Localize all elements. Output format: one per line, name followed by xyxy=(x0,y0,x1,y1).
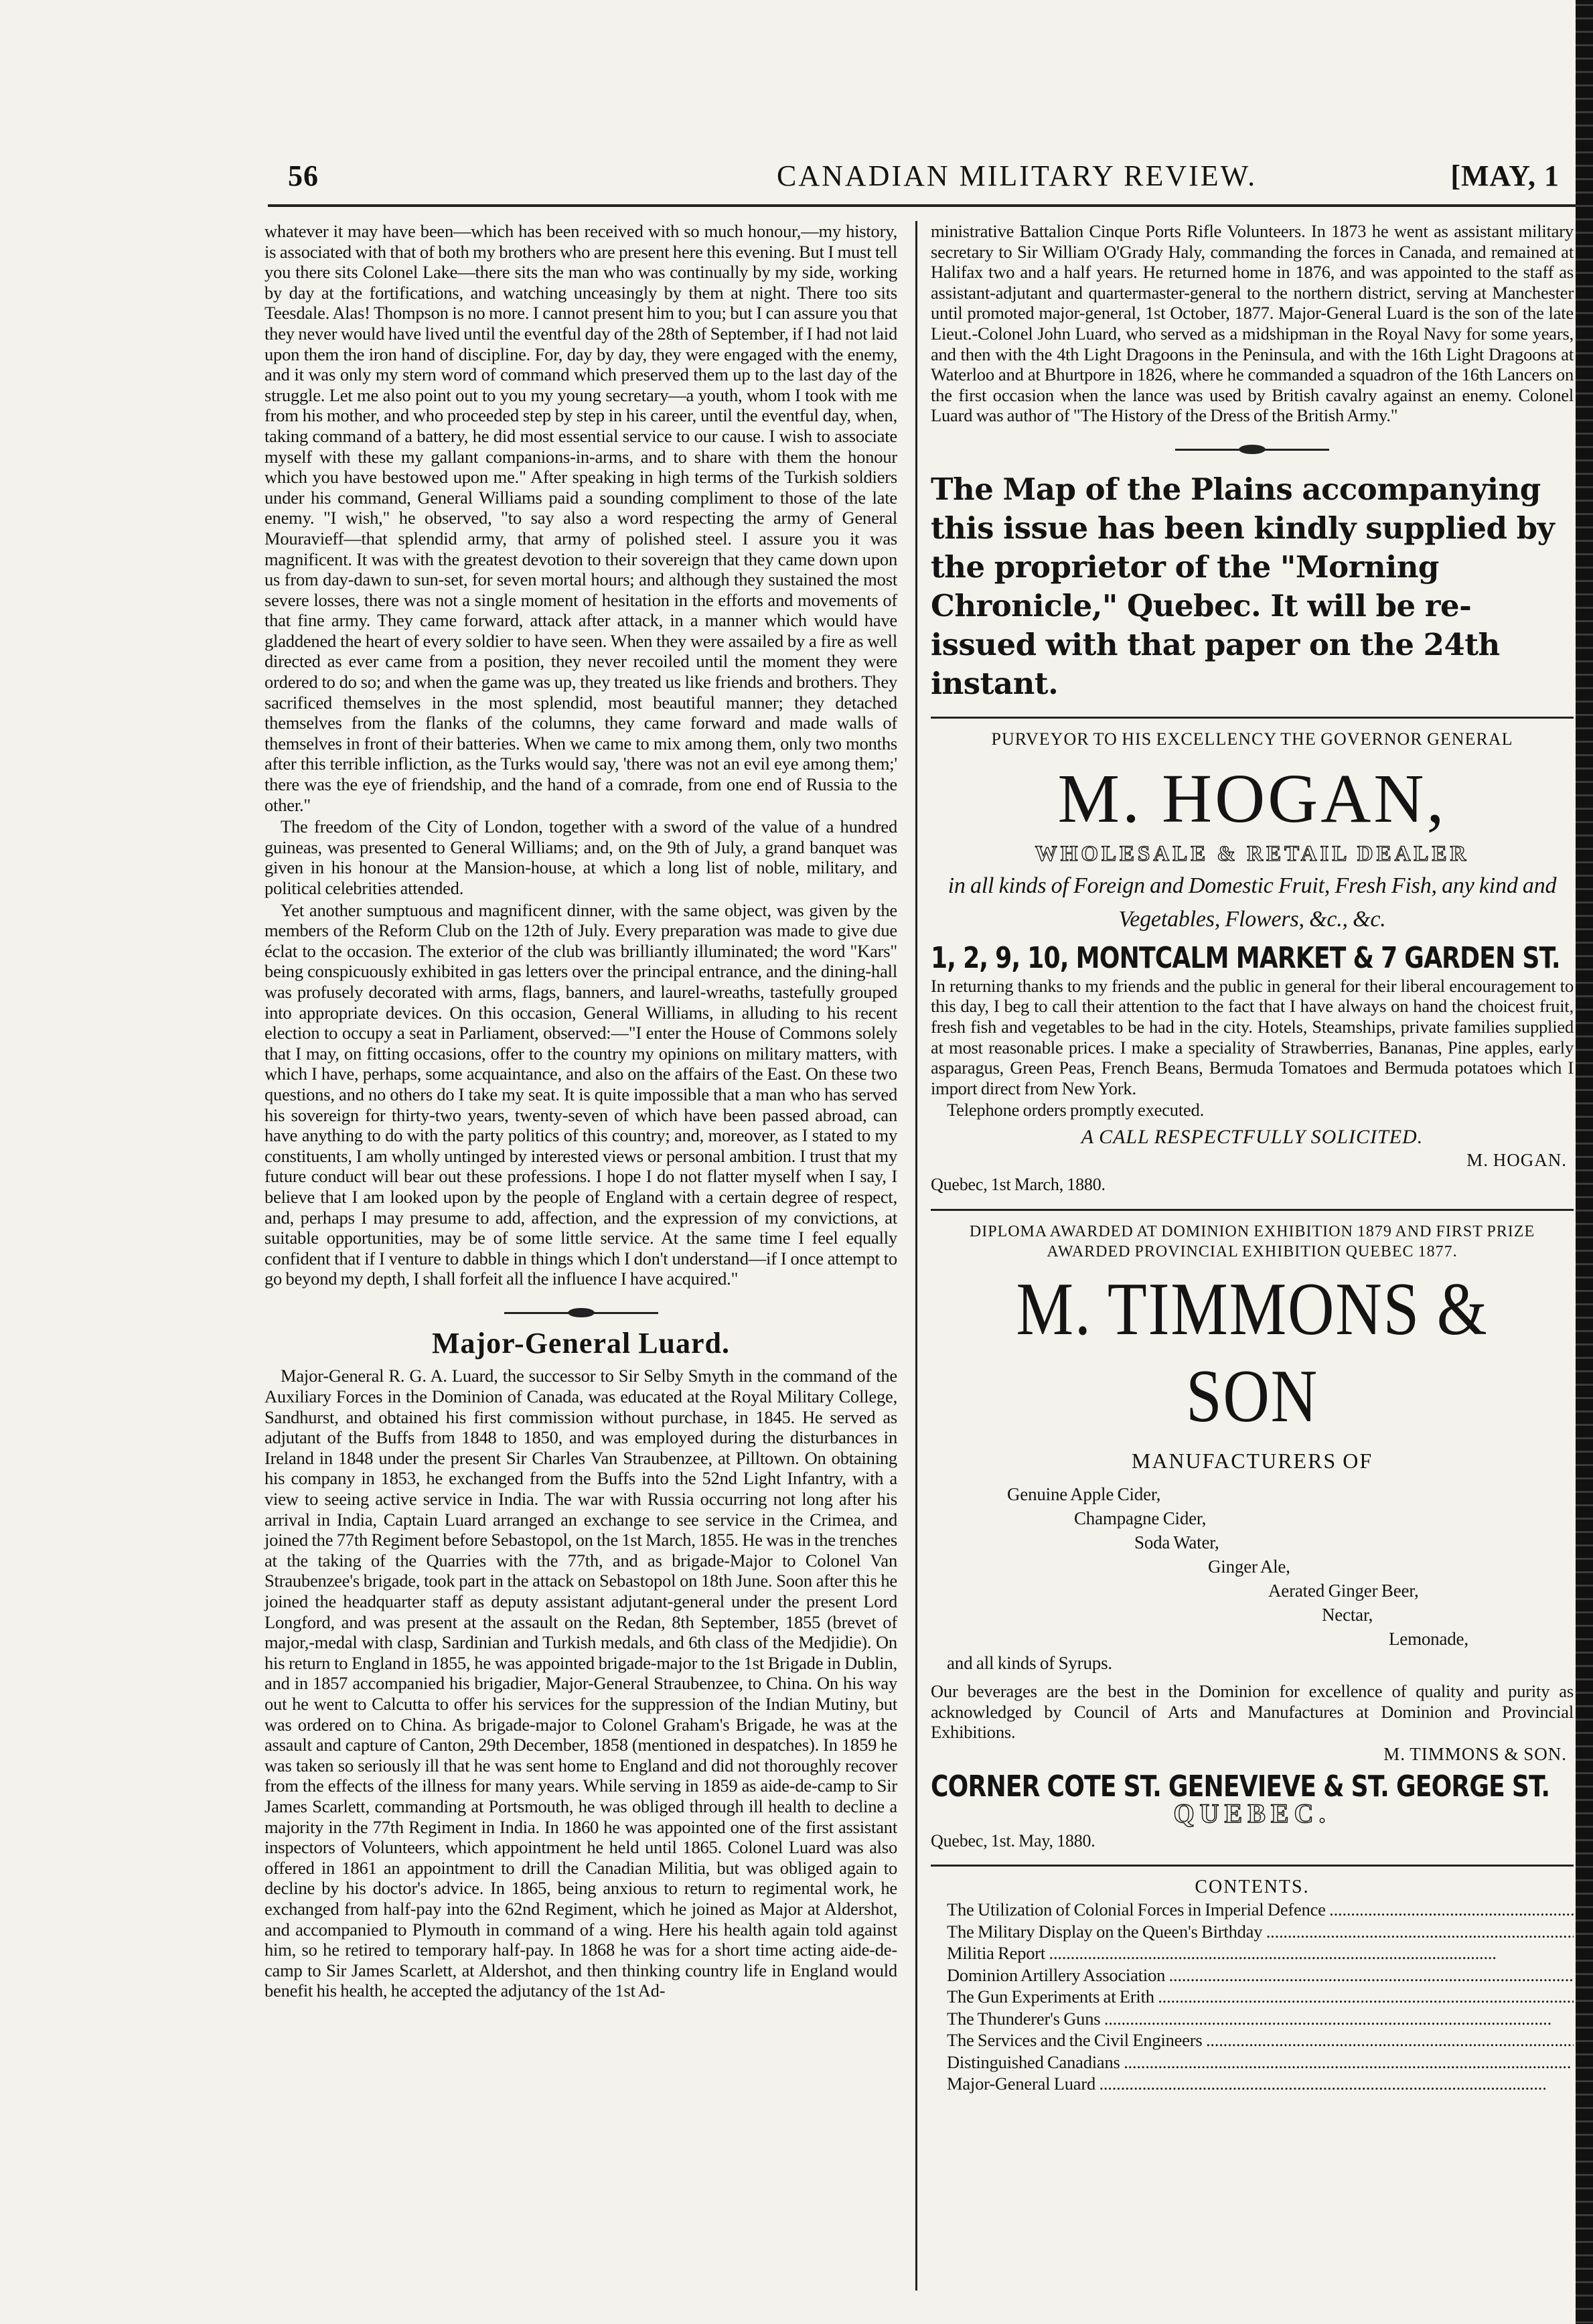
timmons-name: M. TIMMONS & SON xyxy=(1016,1267,1489,1438)
article-paragraph: whatever it may have been—which has been received with so much honour,—my history, is associated with that of both my brothers who are present here this evening. But I must tell you there sits Colonel Lake—there sits the man who was continually by my side, working by day at the fortifications, and watching unceasingly by them at night. There too sits Teesdale. Alas! Thompson is no more. I cannot present him to you; but I can assure you that they never would have lived until the eventful day of the 28th of September, if I had not laid upon them the iron hand of discipline. For, day by day, they were engaged with the enemy, and it was only my stern word of command which preserved them up to the last day of the struggle. Let me also point out to you my young secretary—a youth, whom I took with me from his mother, and who proceeded step by step in his career, until the eventful day, when, taking command of a battery, he did most essential service to our cause. I wish to associate myself with these my gallant companions-in-arms, and to share with them the honour which you have bestowed upon me." After speaking in high terms of the Turkish soldiers under his command, General Williams paid a sounding compliment to those of the late enemy. "I wish," he observed, "to say also a word respecting the army of General Mouravieff—that splendid army, that army of polished steel. I assure you it was magnificent. It was with the greatest devotion to their sovereign that they came down upon us from day-dawn to sun-set, for seven mortal hours; and although they sustained the most severe losses, there was not a single moment of hesitation in the efforts and movements of that fine army. They came forward, attack after attack, in a manner which would have gladdened the heart of every soldier to have seen. When they were assailed by a fire as well directed as ever came from a position, they never recoiled until the moment they were ordered to do so; and when the game was up, they treated us like friends and brothers. They sacrificed themselves in the most splendid, most beautiful manner; they detached themselves from the flanks of the columns, they came forward and made walls of themselves in front of their batteries. When we came to mix among them, only two months after this terrible infliction, as the Turks would say, 'there was not an evil eye among them;' there was the eye of friendship, and the hand of a comrade, from one end of Russia to the other." xyxy=(264,221,897,815)
contents-item: The Thunderer's Guns ..... xyxy=(931,2009,1574,2029)
page-number: 56 xyxy=(288,159,319,192)
timmons-date: Quebec, 1st. May, 1880. xyxy=(931,1830,1095,1850)
hogan-body: In returning thanks to my friends and the public in general for their liberal encouragement to this day, I beg to call their attention to the fact that I have always on hand the choicest fruit, fresh fish and vegetables to be had in the city. Hotels, Steamships, private families supplied at most reasonable prices. I make a speciality of Strawberries, Bananas, Pine apples, early asparagus, Green Peas, French Beans, Bermuda Tomatoes and Bermuda potatoes which I import direct from New York. xyxy=(931,975,1574,1098)
contents-item: The Services and the Civil Engineers ..... xyxy=(931,2030,1574,2051)
product-item: and all kinds of Syrups. xyxy=(947,1653,1112,1674)
column-divider xyxy=(915,221,917,2291)
ad-rule xyxy=(931,1209,1574,1211)
contents-item: Distinguished Canadians ..... xyxy=(931,2052,1574,2073)
product-item: Ginger Ale, xyxy=(1208,1556,1290,1577)
hogan-date: Quebec, 1st March, 1880. xyxy=(931,1175,1106,1195)
timmons-body: Our beverages are the best in the Dominion for excellence of quality and purity as acknowledged by Council of Arts and Manufactures at Dominion and Provincial Exhibitions. xyxy=(931,1681,1574,1743)
timmons-award: DIPLOMA AWARDED AT DOMINION EXHIBITION 1879 AND FIRST PRIZE AWARDED PROVINCIAL EXHIBITION QUEBEC 1877. xyxy=(969,1222,1535,1260)
header-rule xyxy=(268,204,1577,207)
product-item: Nectar, xyxy=(1322,1605,1373,1625)
binding-edge xyxy=(1576,0,1593,2324)
timmons-address: CORNER COTE ST. GENEVIEVE & ST. GEORGE ST. xyxy=(931,1769,1550,1804)
product-item: Soda Water, xyxy=(1134,1532,1219,1553)
hogan-signature: M. HOGAN. xyxy=(1466,1150,1567,1171)
timmons-signature: M. TIMMONS & SON. xyxy=(1383,1744,1567,1765)
article-paragraph: Yet another sumptuous and magnificent dinner, with the same object, was given by the members of the Reform Club on the 12th of July. Every preparation was made to give due éclat to the occasion. The exterior of the club was brilliantly illuminated; the word "Kars" being conspicuously exhibited in gas letters over the principal entrance, and the dining-hall was profusely decorated with arms, flags, banners, and laurel-wreaths, tastefully grouped into appropriate devices. On this occasion, General Williams, in alluding to his recent election to occupy a seat in Parliament, observed:—"I enter the House of Commons solely that I may, on fitting occasions, offer to the country my opinions on military matters, with which I have, perhaps, some acquaintance, and also on the affairs of the East. On these two questions, and no others do I take my seat. It is quite impossible that a man who has served his sovereign for thirty-two years, twenty-seven of which have been passed abroad, can have anything to do with the party politics of this country; and, moreover, as I stated to my constituents, I am wholly untinged by interested views or personal ambition. I trust that my future conduct will bear out these professions. I hope I do not flatter myself when I say, I believe that I am looked upon by the people of England with a certain degree of respect, and, perhaps I may presume to add, affection, and the expression of my convictions, at suitable opportunities, may be of some little service. At the same time I feel equally confident that if I venture to dabble in things which I don't understand—if I once attempt to go beyond my depth, I shall forfeit all the influence I have acquired." xyxy=(264,899,897,1289)
contents-item: Dominion Artillery Association ..... xyxy=(931,1965,1574,1986)
hogan-telephone: Telephone orders promptly executed. xyxy=(947,1100,1205,1120)
hogan-name: M. HOGAN, xyxy=(1057,759,1447,837)
issue-date: [MAY, 1 xyxy=(1450,159,1560,192)
left-column xyxy=(264,221,897,2003)
product-item: Aerated Ginger Beer, xyxy=(1268,1581,1419,1601)
ad-rule xyxy=(931,717,1574,719)
page-header xyxy=(281,151,1573,198)
product-item: Lemonade, xyxy=(1389,1629,1468,1650)
right-column xyxy=(931,221,1574,2096)
ad-rule xyxy=(931,1865,1574,1867)
running-title: CANADIAN MILITARY REVIEW. xyxy=(777,159,1258,192)
article-continuation: ministrative Battalion Cinque Ports Rifle Volunteers. In 1873 he went as assistant military secretary to Sir William O'Grady Haly, commanding the forces in Canada, and remained at Halifax two and a half years. He returned home in 1876, and was appointed to the staff as assistant-adjutant and quartermaster-general to the northern district, serving at Manchester until promoted major-general, 1st October, 1877. Major-General Luard is the son of the late Lieut.-Colonel John Luard, who served as a midshipman in the Royal Navy for some years, and then with the 4th Light Dragoons in the Peninsula, and with the 16th Light Dragoons at Waterloo and at Bhurtpore in 1826, where he commanded a squadron of the 16th Lancers on the first occasion when the lance was used by British cavalry against an enemy. Colonel Luard was author of "The History of the Dress of the British Army." xyxy=(931,221,1574,426)
ornament-divider xyxy=(1175,443,1329,455)
product-item: Champagne Cider, xyxy=(1074,1508,1207,1529)
contents-item: Militia Report ..... xyxy=(931,1943,1574,1964)
hogan-address: 1, 2, 9, 10, MONTCALM MARKET & 7 GARDEN ST. xyxy=(931,941,1560,976)
contents-item: The Military Display on the Queen's Birthday ..... xyxy=(931,1921,1574,1942)
contents-item: Major-General Luard ..... xyxy=(931,2074,1574,2094)
hogan-trade: WHOLESALE & RETAIL DEALER xyxy=(1035,841,1470,866)
hogan-kinds: in all kinds of Foreign and Domestic Fruit, Fresh Fish, any kind and Vegetables, Flowers, &c., &c. xyxy=(947,873,1557,932)
contents-item: The Utilization of Colonial Forces in Imperial Defence ..... xyxy=(931,1899,1574,1920)
map-notice: The Map of the Plains accompanying this issue has been kindly supplied by the proprietor of the "Morning Chronicle," Quebec. It will be re-issued with that paper on the 24th instant. xyxy=(931,471,1555,701)
article-paragraph: Major-General R. G. A. Luard, the successor to Sir Selby Smyth in the command of the Auxiliary Forces in the Dominion of Canada, was educated at the Royal Military College, Sandhurst, and obtained his first commission without purchase, in 1845. He served as adjutant of the Buffs from 1848 to 1850, and was employed during the disturbances in Ireland in 1848 under the present Sir Charles Van Straubenzee, at Pilltown. On obtaining his company in 1853, he exchanged from the Buffs into the 52nd Light Infantry, with a view to seeing active service in India. The war with Russia occurring not long after his arrival in India, Captain Luard arranged an exchange to see service in the Crimea, and joined the 77th Regiment before Sebastopol, on the 1st March, 1855. He was in the trenches at the taking of the Quarries with the 77th, and as brigade-Major to Colonel Van Straubenzee's brigade, took part in the attack on Sebastopol on 18th June. Soon after this he joined the headquarter staff as deputy assistant adjutant-general under the present Lord Longford, and was present at the assault on the Redan, 8th September, 1855 (brevet of major,-medal with clasp, Sardinian and Turkish medals, and 6th class of the Medjidie). On his return to England in 1855, he was appointed brigade-major to the 1st Brigade in Dublin, and in 1857 accompanied his brigadier, Major-General Straubenzee, to China. On his way out he went to Calcutta to offer his services for the suppression of the Indian Mutiny, but was ordered on to China. As brigade-major to Colonel Graham's Brigade, he was at the assault and capture of Canton, 29th December, 1858 (mentioned in despatches). In 1859 he was taken so seriously ill that he was sent home to England and did not thoroughly recover from the effects of the illness for many years. While serving in 1859 as aide-de-camp to Sir James Scarlett, commanding at Portsmouth, he was obliged through ill health to decline a majority in the 77th Regiment in India. In 1860 he was appointed one of the first assistant inspectors of Volunteers, which appointment he held until 1865. Colonel Luard was also offered in 1861 an appointment to drill the Canadian Militia, but was obliged again to decline by his doctor's advice. In 1865, being anxious to return to regimental work, he exchanged from half-pay into the 62nd Regiment, which he joined as Major at Aldershot, and accompanied to Plymouth in command of a wing. Here his health again told against him, so he retired to temporary half-pay. In 1868 he was for a short time acting aide-de-camp to Sir James Scarlett, at Aldershot, and then thinking country life in England would benefit his health, he accepted the adjutancy of the 1st Ad- xyxy=(264,1366,897,2001)
timmons-manufacturers: MANUFACTURERS OF xyxy=(1131,1448,1373,1473)
contents-heading: CONTENTS. xyxy=(1195,1877,1310,1898)
hogan-purveyor: PURVEYOR TO HIS EXCELLENCY THE GOVERNOR GENERAL xyxy=(991,729,1513,749)
product-item: Genuine Apple Cider, xyxy=(1007,1484,1161,1505)
timmons-city: QUEBEC. xyxy=(1173,1798,1331,1829)
contents-item: The Gun Experiments at Erith ..... xyxy=(931,1986,1574,2007)
ornament-divider xyxy=(504,1307,658,1319)
section-title: Major-General Luard. xyxy=(431,1326,731,1360)
hogan-call: A CALL RESPECTFULLY SOLICITED. xyxy=(1081,1125,1424,1148)
article-paragraph: The freedom of the City of London, together with a sword of the value of a hundred guineas, was presented to General Williams; and, on the 9th of July, a grand banquet was given in his honour at the Mansion-house, at which a long list of noble, military, and political celebrities attended. xyxy=(264,816,897,898)
